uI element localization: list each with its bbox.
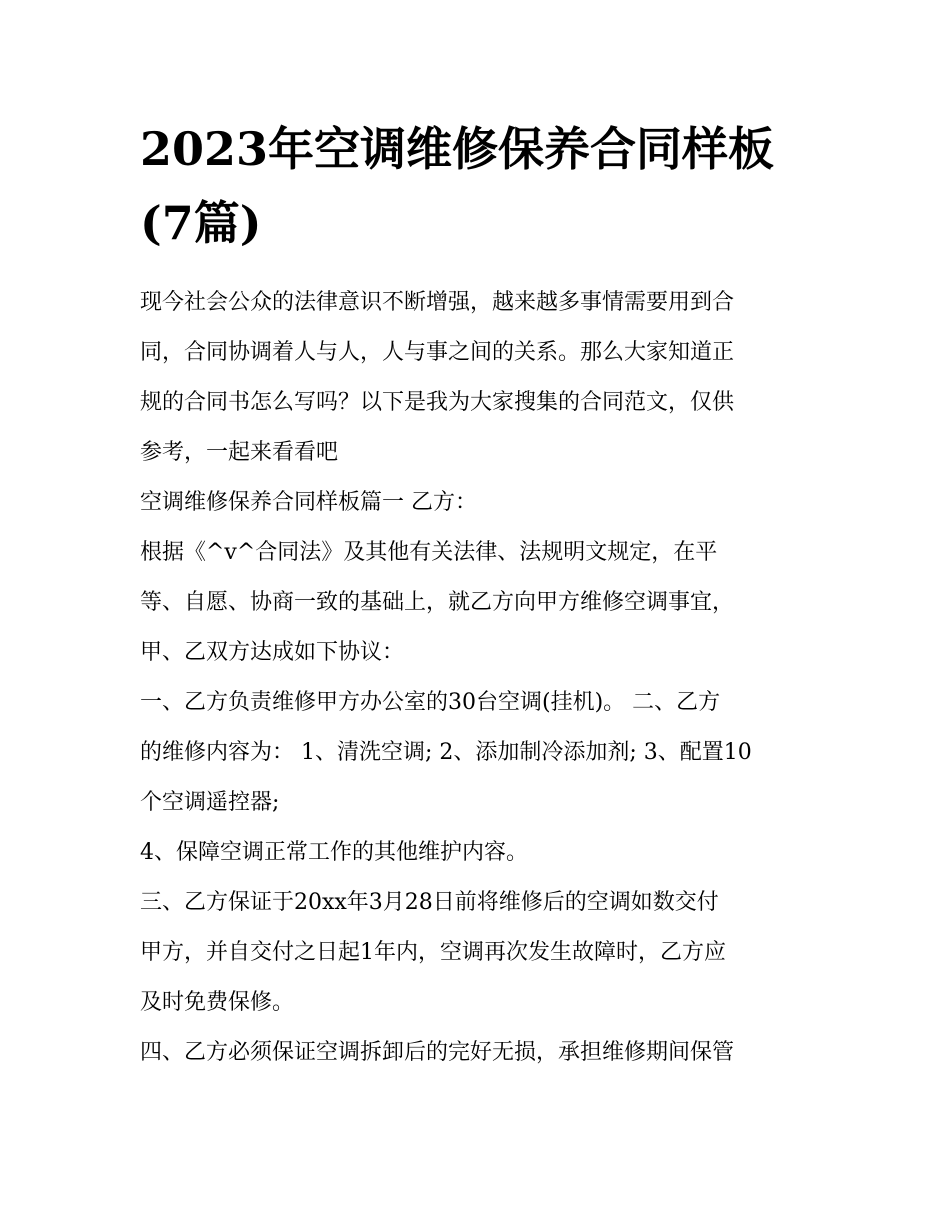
- text-line: 个空调遥控器;: [140, 790, 280, 815]
- text-line: 一、乙方负责维修甲方办公室的30台空调(挂机)。 二、乙方: [140, 690, 721, 715]
- title-line: 2023年空调维修保养合同样板: [140, 122, 775, 176]
- paragraph-clause-3: [140, 878, 820, 1028]
- text-line: 现今社会公众的法律意识不断增强，越来越多事情需要用到合: [140, 290, 735, 315]
- paragraph-section-heading: [140, 478, 820, 528]
- paragraph-clause-4: [140, 1028, 820, 1078]
- text-line: 空调维修保养合同样板篇一 乙方：: [140, 490, 477, 515]
- text-line: 等、自愿、协商一致的基础上，就乙方向甲方维修空调事宜，: [140, 590, 735, 615]
- paragraph-clause-1-2: [140, 678, 820, 828]
- title-line: (7篇): [140, 196, 262, 250]
- text-line: 及时免费保修。: [140, 990, 295, 1015]
- text-line: 甲、乙双方达成如下协议：: [140, 640, 405, 665]
- text-line: 参考，一起来看看吧: [140, 440, 339, 465]
- text-line: 甲方，并自交付之日起1年内，空调再次发生故障时，乙方应: [140, 940, 726, 965]
- paragraph-item-4: [140, 828, 820, 878]
- text-line: 4、保障空调正常工作的其他维护内容。: [140, 840, 528, 865]
- text-line: 规的合同书怎么写吗？以下是我为大家搜集的合同范文，仅供: [140, 390, 735, 415]
- text-line: 的维修内容为： 1、清洗空调; 2、添加制冷添加剂; 3、配置10: [140, 740, 752, 765]
- document-title: [140, 112, 820, 260]
- text-line: 四、乙方必须保证空调拆卸后的完好无损，承担维修期间保管: [140, 1040, 735, 1065]
- paragraph-intro: [140, 278, 820, 478]
- text-line: 三、乙方保证于20xx年3月28日前将维修后的空调如数交付: [140, 890, 719, 915]
- text-line: 根据《^v^合同法》及其他有关法律、法规明文规定，在平: [140, 540, 718, 565]
- text-line: 同，合同协调着人与人，人与事之间的关系。那么大家知道正: [140, 340, 735, 365]
- paragraph-basis: [140, 528, 820, 678]
- document-body: [140, 278, 820, 1078]
